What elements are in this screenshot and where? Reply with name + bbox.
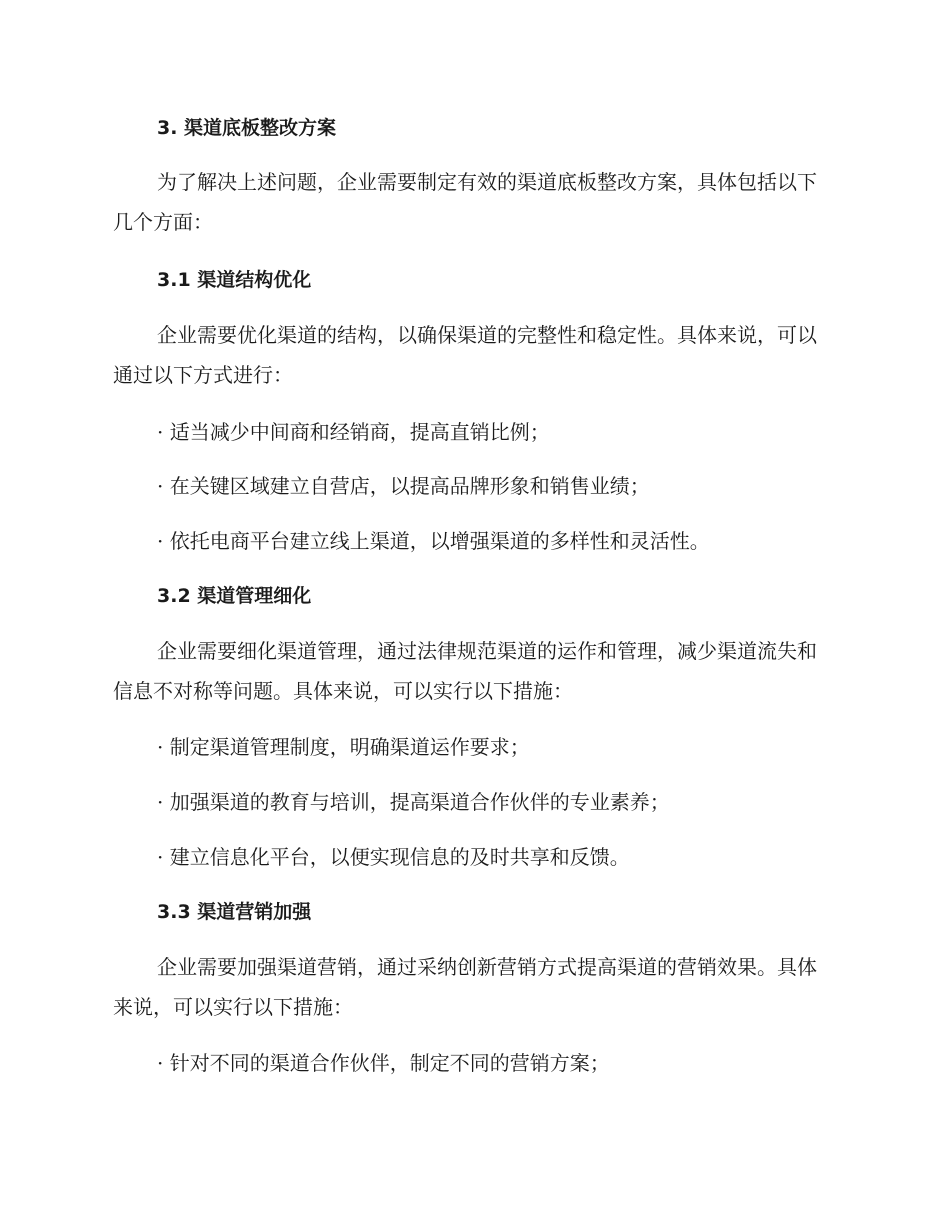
bullet-item: · 适当减少中间商和经销商，提高直销比例； bbox=[157, 420, 550, 444]
section-3-intro-paragraph: 为了解决上述问题，企业需要制定有效的渠道底板整改方案，具体包括以下几个方面： bbox=[113, 170, 817, 234]
bullet-item: · 依托电商平台建立线上渠道，以增强渠道的多样性和灵活性。 bbox=[157, 529, 710, 553]
bullet-item: · 针对不同的渠道合作伙伴，制定不同的营销方案； bbox=[157, 1051, 610, 1075]
subsection-3-2-heading: 3.2 渠道管理细化 bbox=[157, 585, 312, 607]
subsection-3-3-heading: 3.3 渠道营销加强 bbox=[157, 901, 312, 923]
bullet-item: · 建立信息化平台，以便实现信息的及时共享和反馈。 bbox=[157, 845, 630, 869]
section-3-heading: 3. 渠道底板整改方案 bbox=[157, 117, 337, 139]
subsection-3-2-intro-paragraph: 企业需要细化渠道管理，通过法律规范渠道的运作和管理，减少渠道流失和信息不对称等问题。具体来说，可以实行以下措施： bbox=[113, 639, 817, 703]
subsection-3-3-intro-paragraph: 企业需要加强渠道营销，通过采纳创新营销方式提高渠道的营销效果。具体来说，可以实行以下措施： bbox=[113, 955, 817, 1019]
subsection-3-1-heading: 3.1 渠道结构优化 bbox=[157, 269, 312, 291]
bullet-item: · 在关键区域建立自营店，以提高品牌形象和销售业绩； bbox=[157, 474, 650, 498]
bullet-item: · 加强渠道的教育与培训，提高渠道合作伙伴的专业素养； bbox=[157, 790, 670, 814]
bullet-item: · 制定渠道管理制度，明确渠道运作要求； bbox=[157, 735, 530, 759]
subsection-3-1-intro-paragraph: 企业需要优化渠道的结构，以确保渠道的完整性和稳定性。具体来说，可以通过以下方式进行： bbox=[113, 323, 817, 387]
